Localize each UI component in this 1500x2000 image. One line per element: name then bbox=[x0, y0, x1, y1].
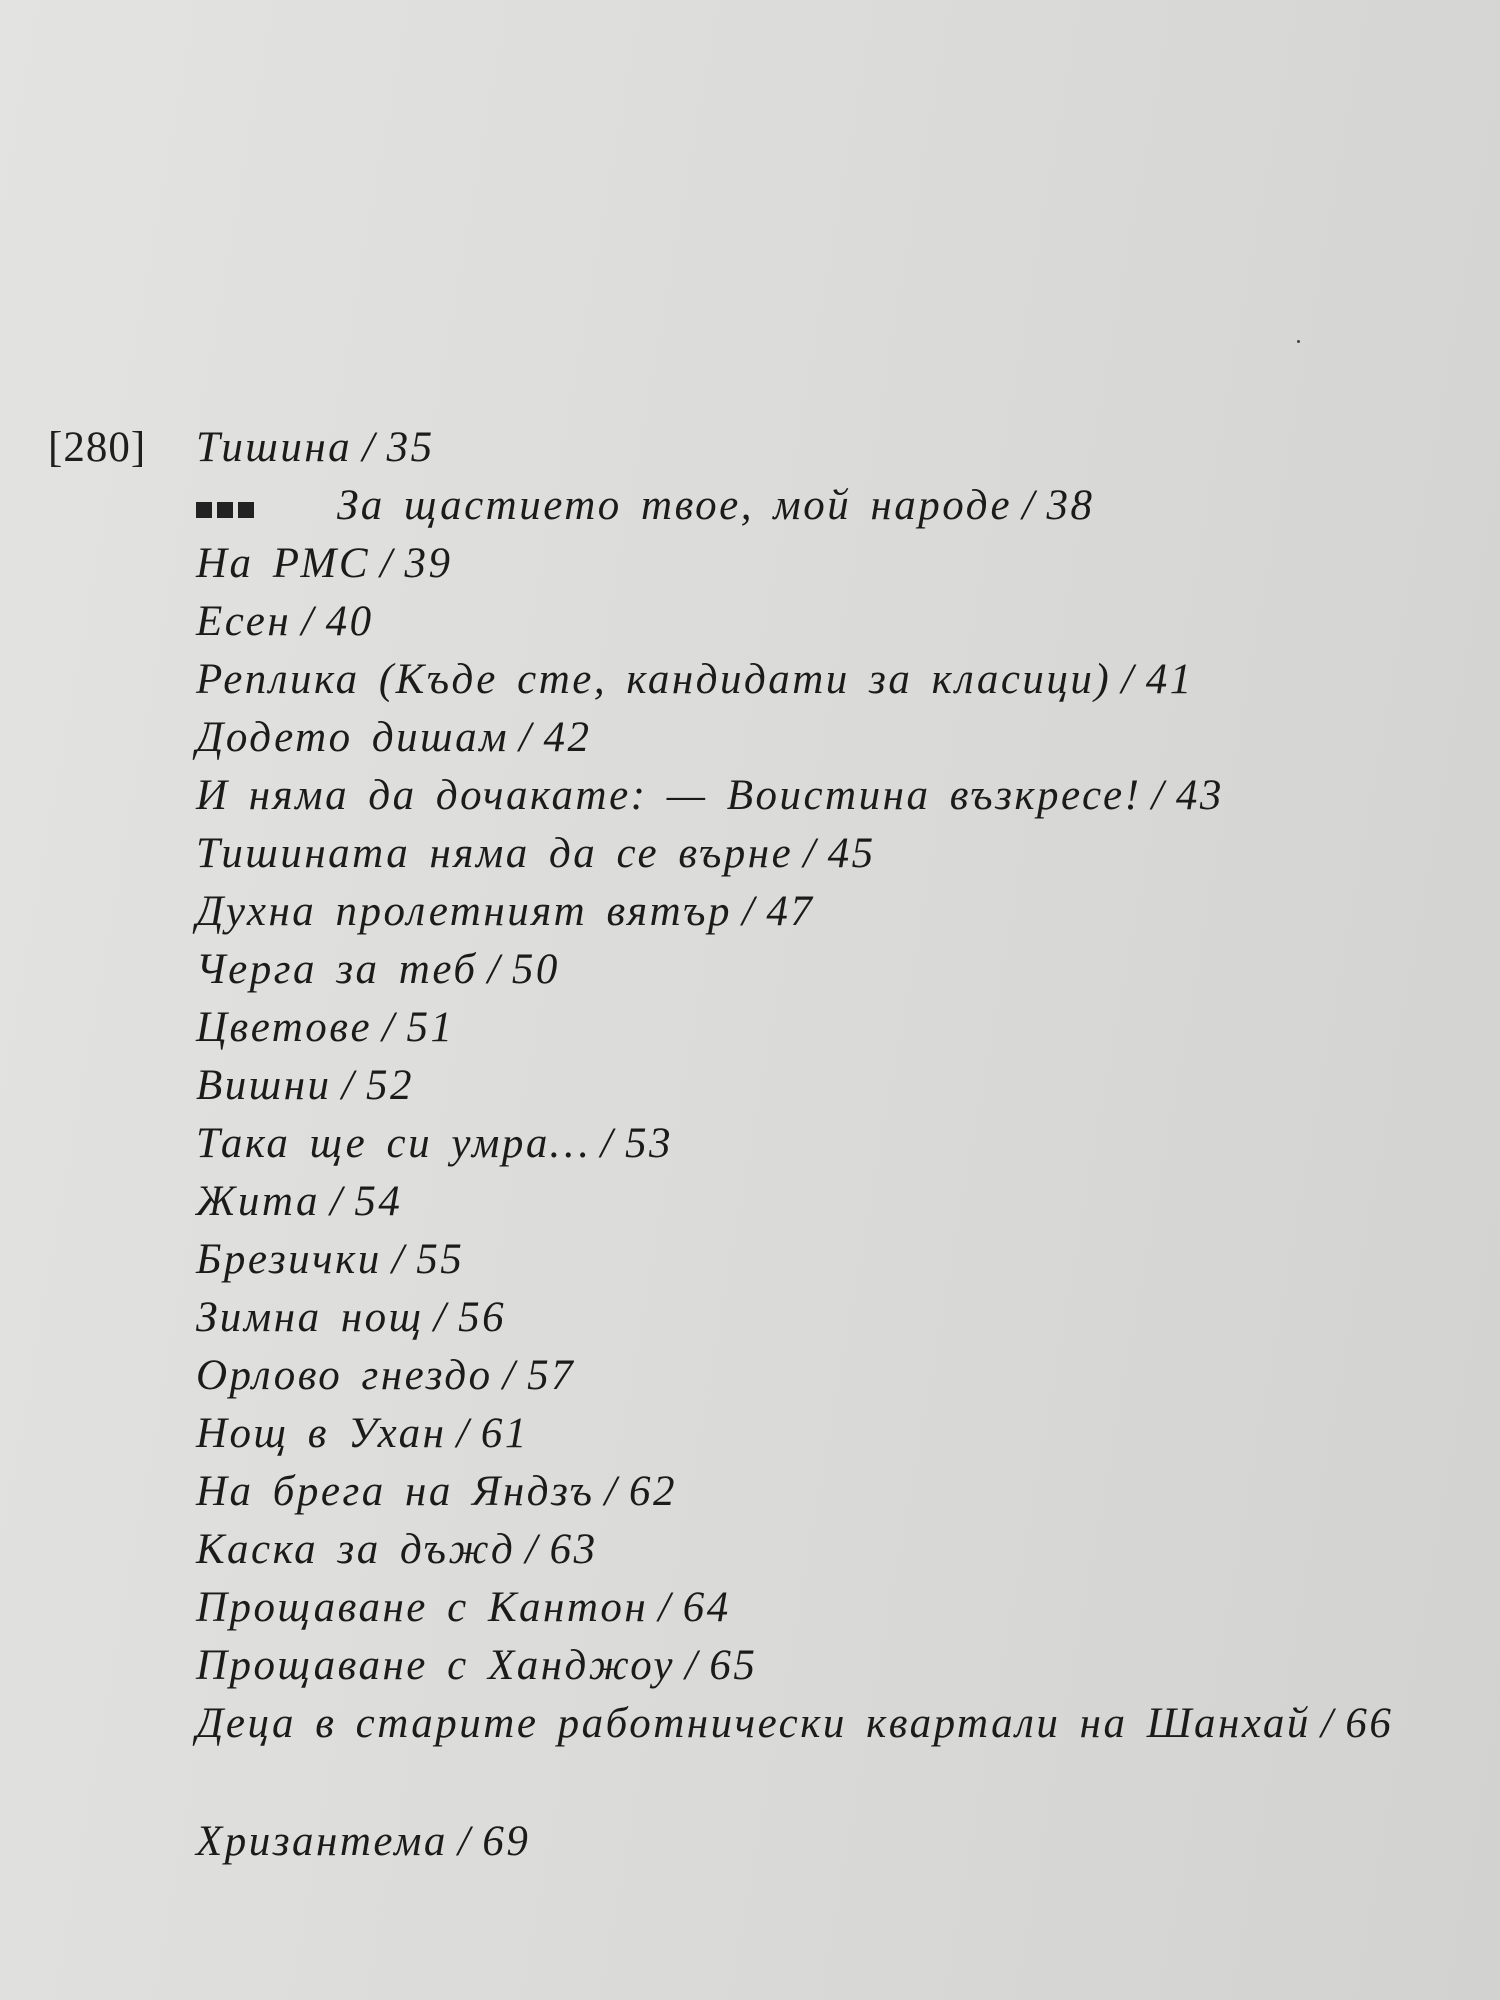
toc-entry-page: 51 bbox=[406, 1004, 455, 1051]
toc-entry bbox=[196, 1114, 1396, 1172]
toc-entry-page: 52 bbox=[366, 1062, 415, 1109]
toc-entry-title: Хризантема bbox=[196, 1818, 448, 1865]
toc-entry-title: Прощаване с Кантон bbox=[196, 1584, 649, 1631]
toc-entry bbox=[196, 1288, 1396, 1346]
toc-entry-page: 53 bbox=[625, 1120, 673, 1167]
toc-entry bbox=[196, 1230, 1396, 1288]
toc-entry-title: Така ще си умра… bbox=[196, 1120, 591, 1167]
toc-entry-separator: / bbox=[301, 598, 316, 645]
toc-entry-separator: / bbox=[382, 1004, 397, 1051]
toc-entry-title: Орлово гнездо bbox=[196, 1352, 493, 1399]
toc-entry-title: Вишни bbox=[196, 1062, 332, 1109]
toc-entry bbox=[196, 1404, 1396, 1462]
toc-entry bbox=[196, 1520, 1396, 1578]
toc-entry-title: Додето дишам bbox=[196, 714, 510, 761]
toc-entry-title: Есен bbox=[196, 598, 292, 645]
toc-entry-separator: / bbox=[1022, 482, 1037, 529]
toc-entry-title: И няма да дочакате: — Воистина възкресе! bbox=[196, 772, 1142, 819]
toc-entry-page: 35 bbox=[386, 424, 435, 471]
toc-entry-title: Черга за теб bbox=[196, 946, 478, 993]
ink-speck bbox=[1297, 340, 1300, 343]
toc-entry-page: 63 bbox=[549, 1526, 598, 1573]
toc-entry-page: 39 bbox=[404, 540, 453, 587]
toc-entry-page: 47 bbox=[766, 888, 815, 935]
toc-entry-title: Нощ в Ухан bbox=[196, 1410, 447, 1457]
toc-entry-title: На брега на Яндзъ bbox=[196, 1468, 595, 1515]
toc-entry bbox=[196, 998, 1396, 1056]
toc-entry-page: 40 bbox=[325, 598, 374, 645]
toc-entry-page: 54 bbox=[354, 1178, 403, 1225]
toc-entry-separator: / bbox=[341, 1062, 357, 1109]
toc-entry bbox=[196, 940, 1396, 998]
toc-entry-page: 41 bbox=[1145, 656, 1194, 703]
toc-entry-separator: / bbox=[519, 714, 534, 761]
toc-entry bbox=[196, 882, 1396, 940]
toc-entry-page: 66 bbox=[1345, 1700, 1394, 1747]
toc-entry bbox=[196, 534, 1396, 592]
ornament-squares-icon bbox=[196, 475, 259, 535]
toc-entry-separator: / bbox=[433, 1294, 449, 1341]
toc-entry-page: 69 bbox=[482, 1818, 531, 1865]
toc-entry-separator: / bbox=[391, 1236, 407, 1283]
toc-entry-title: Прощаване с Ханджоу bbox=[196, 1642, 675, 1689]
toc-entry-page: 38 bbox=[1046, 482, 1095, 529]
toc-entry-page: 61 bbox=[480, 1410, 529, 1457]
toc-entry bbox=[196, 650, 1396, 708]
toc-entry bbox=[196, 766, 1396, 824]
toc-entry bbox=[196, 1056, 1396, 1114]
toc-entry-page: 45 bbox=[827, 830, 876, 877]
toc-entry-title: Брезички bbox=[196, 1236, 382, 1283]
toc-entry bbox=[196, 1694, 1396, 1812]
toc-entry-title: За щастието твое, мой народе bbox=[337, 482, 1013, 529]
toc-entry-separator: / bbox=[525, 1526, 540, 1573]
toc-entry bbox=[196, 1812, 1396, 1870]
toc-entry-title: Тишина bbox=[196, 424, 353, 471]
toc-entry bbox=[196, 824, 1396, 882]
toc-entry-page: 42 bbox=[543, 714, 592, 761]
toc-entry-title: Деца в старите работнически квартали на Шанхай bbox=[196, 1700, 1311, 1747]
toc-entry-separator: / bbox=[684, 1642, 700, 1689]
toc-entry-separator: / bbox=[487, 946, 502, 993]
page-number: [280] bbox=[48, 424, 147, 471]
toc-entry-separator: / bbox=[803, 830, 818, 877]
toc-entry bbox=[196, 418, 1396, 476]
toc-entry bbox=[196, 476, 1396, 534]
toc-entry bbox=[196, 1462, 1396, 1520]
toc-entry-separator: / bbox=[329, 1178, 345, 1225]
toc-entry-separator: / bbox=[502, 1352, 518, 1399]
toc-entry-page: 64 bbox=[682, 1584, 731, 1631]
toc-entry-separator: / bbox=[456, 1410, 471, 1457]
toc-entry bbox=[196, 1346, 1396, 1404]
table-of-contents bbox=[196, 418, 1396, 1870]
toc-entry-separator: / bbox=[741, 888, 757, 935]
toc-entry-title: Зимна нощ bbox=[196, 1294, 424, 1341]
toc-entry-page: 62 bbox=[628, 1468, 677, 1515]
toc-entry bbox=[196, 708, 1396, 766]
toc-entry-title: Каска за дъжд bbox=[196, 1526, 516, 1573]
toc-entry-separator: / bbox=[1121, 656, 1136, 703]
toc-entry-title: На РМС bbox=[196, 540, 370, 587]
toc-entry-separator: / bbox=[362, 424, 377, 471]
toc-entry bbox=[196, 1636, 1396, 1694]
toc-entry-page: 56 bbox=[458, 1294, 507, 1341]
toc-entry-page: 55 bbox=[416, 1236, 465, 1283]
toc-entry-page: 65 bbox=[709, 1642, 758, 1689]
toc-entry-separator: / bbox=[658, 1584, 673, 1631]
toc-entry-separator: / bbox=[604, 1468, 619, 1515]
toc-entry bbox=[196, 592, 1396, 650]
toc-entry-title: Реплика (Къде сте, кандидати за класици) bbox=[196, 656, 1112, 703]
toc-entry-separator: / bbox=[1320, 1700, 1336, 1747]
toc-entry-title: Жита bbox=[196, 1178, 320, 1225]
toc-entry-title: Духна пролетният вятър bbox=[196, 888, 732, 935]
toc-entry bbox=[196, 1172, 1396, 1230]
toc-entry bbox=[196, 1578, 1396, 1636]
toc-entry-title: Цветове bbox=[196, 1004, 373, 1051]
toc-entry-page: 50 bbox=[511, 946, 560, 993]
toc-entry-title: Тишината няма да се върне bbox=[196, 830, 794, 877]
toc-entry-separator: / bbox=[600, 1120, 615, 1167]
toc-entry-separator: / bbox=[457, 1818, 473, 1865]
toc-entry-separator: / bbox=[1151, 772, 1166, 819]
toc-entry-page: 57 bbox=[527, 1352, 576, 1399]
toc-entry-separator: / bbox=[380, 540, 395, 587]
toc-entry-page: 43 bbox=[1175, 772, 1224, 819]
